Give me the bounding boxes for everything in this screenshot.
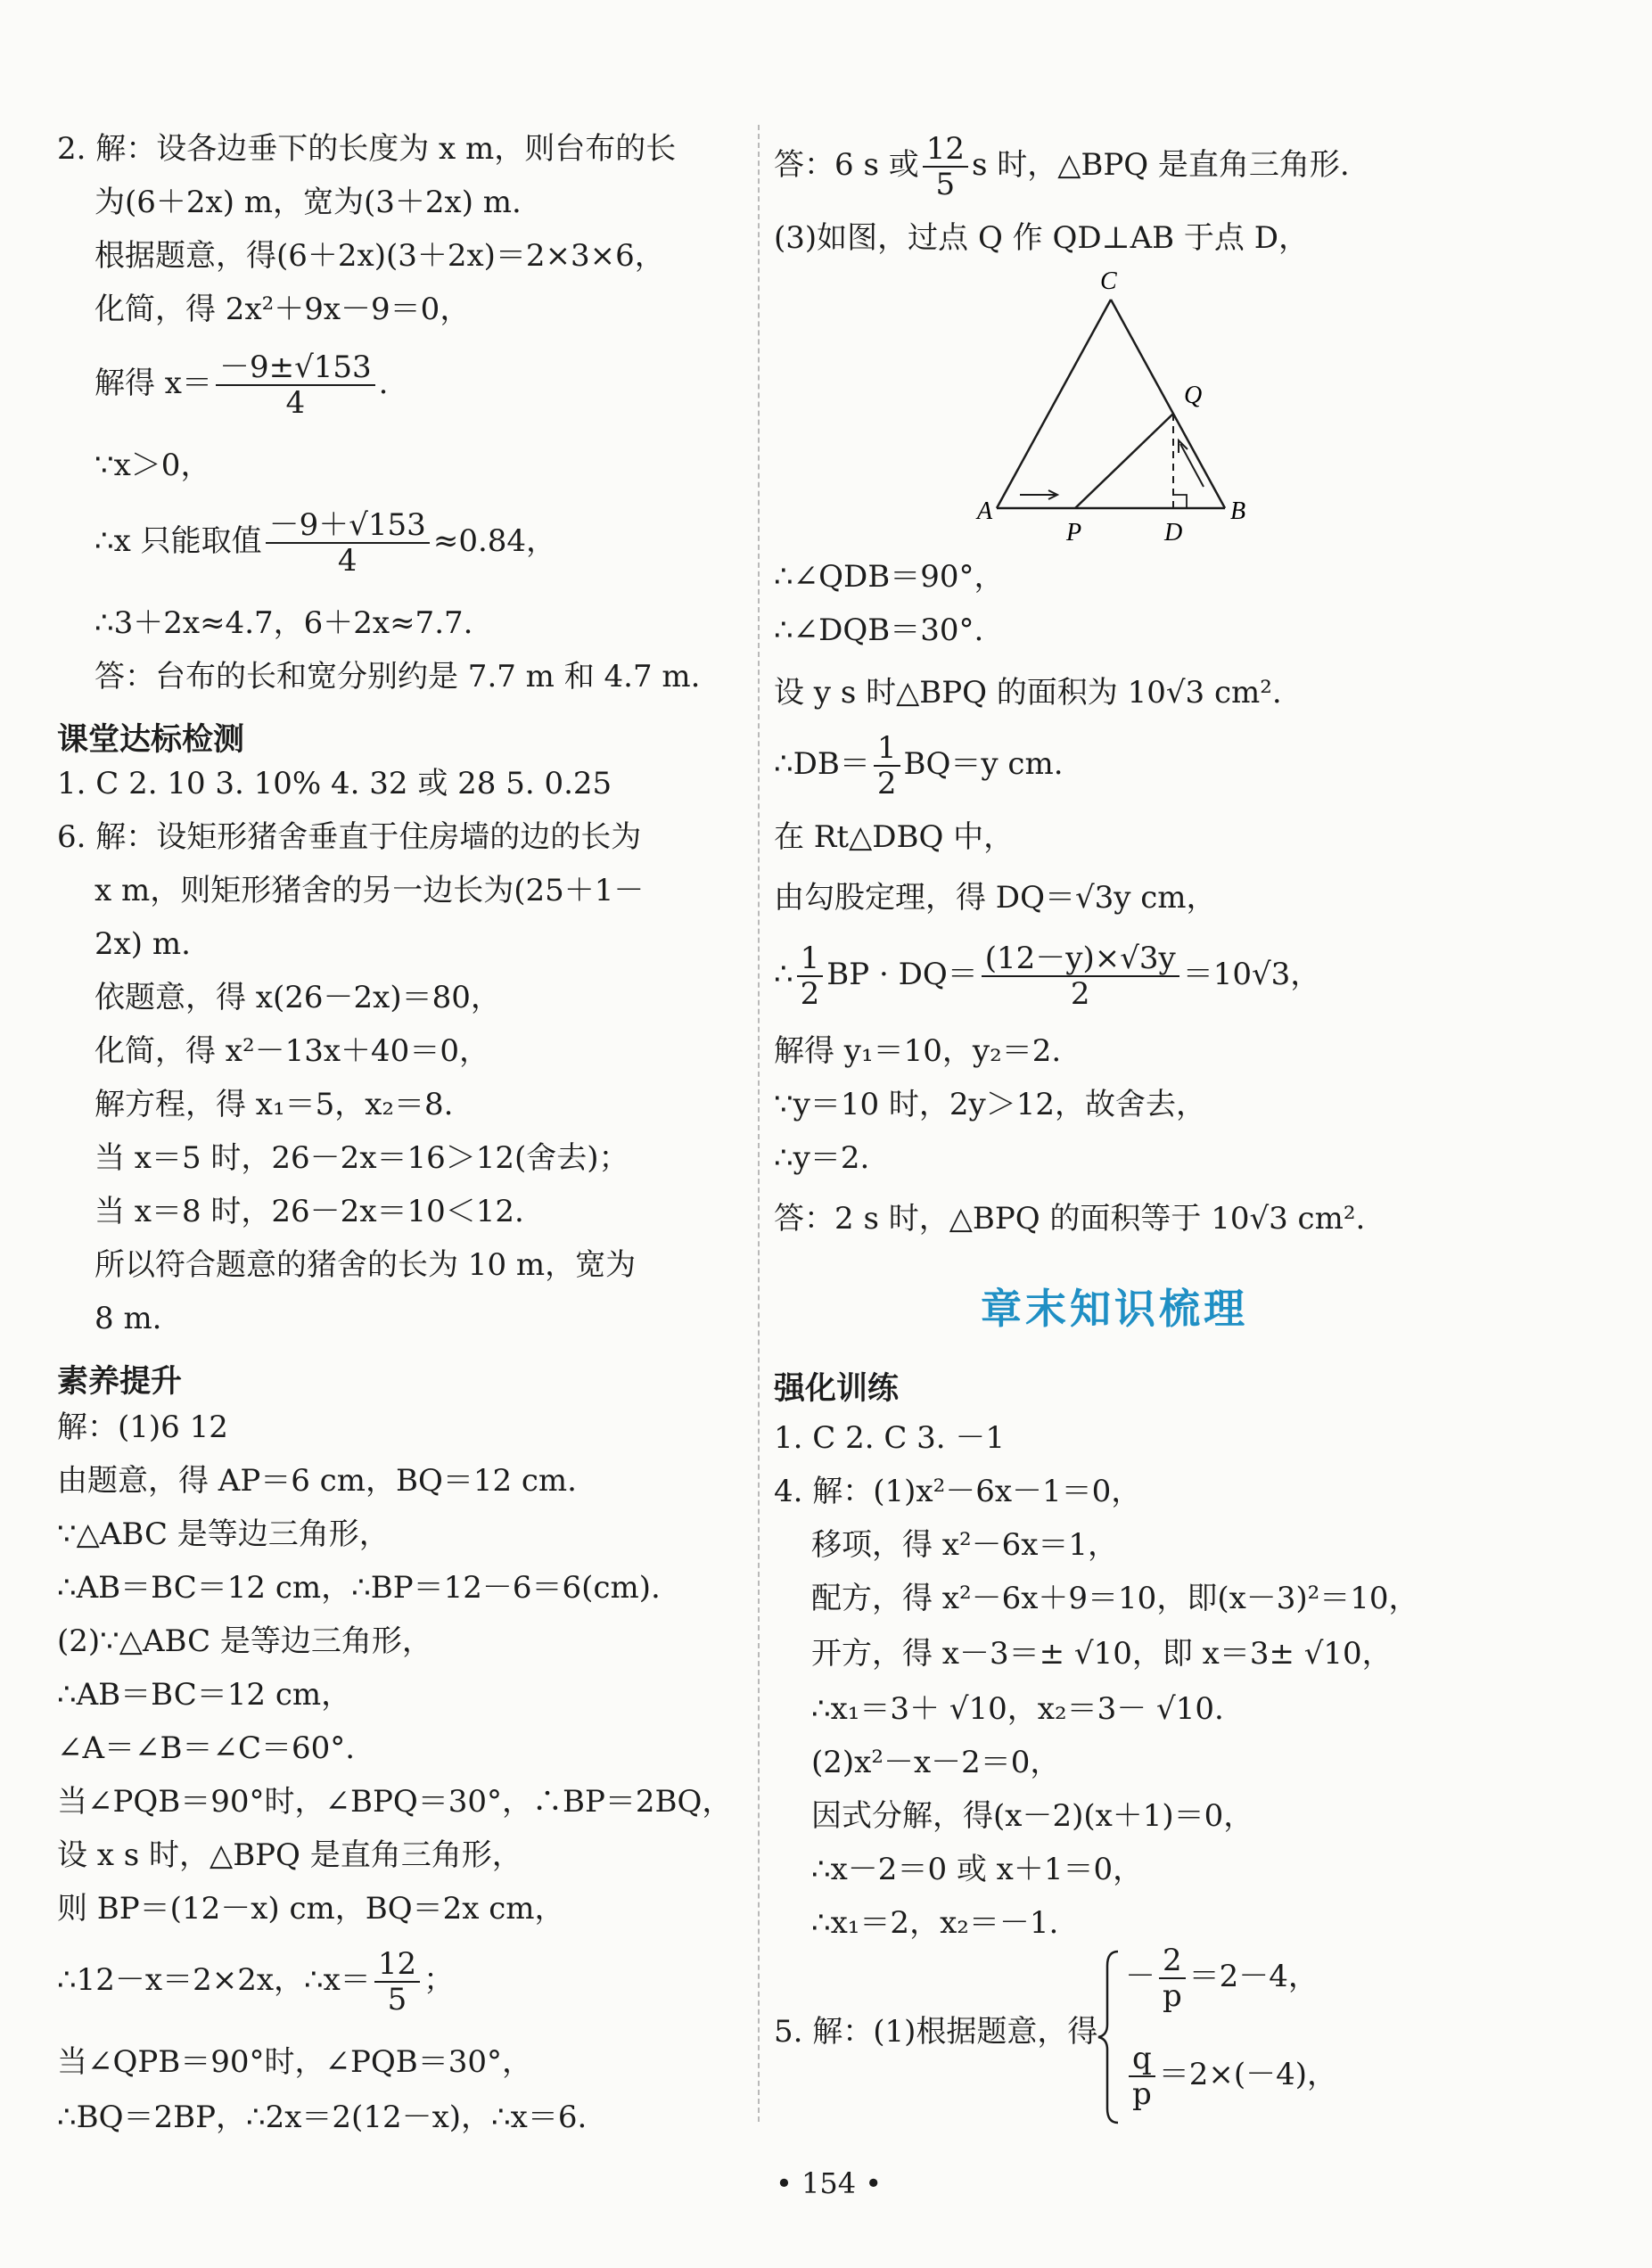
- literacy-line-2: 由题意，得 AP＝6 cm，BQ＝12 cm.: [57, 1463, 577, 1499]
- fraction: $\frac{12}{5}$: [923, 134, 968, 200]
- part-3-line-2: ∴∠DQB＝30°.: [774, 612, 984, 648]
- label-q: Q: [1184, 382, 1203, 409]
- fraction: $\frac{2}{p}$: [1159, 1945, 1186, 2011]
- label-a: A: [977, 497, 993, 525]
- problem-2-root: ∴x 只能取值 $\frac{-9+√153}{4}$ ≈0.84，: [95, 507, 557, 579]
- problem-2-line-3: 根据题意，得(6＋2x)(3＋2x)＝2×3×6，: [95, 238, 665, 274]
- answer-line-1: 答：6 s 或 $\frac{12}{5}$ s 时，△BPQ 是直角三角形.: [774, 131, 1350, 202]
- problem-6-line-3: 2x) m.: [95, 926, 191, 962]
- problem-6-line-5: 化简，得 x²－13x＋40＝0，: [95, 1033, 489, 1069]
- fraction: $\frac{12}{5}$: [374, 1949, 420, 2015]
- part-3-intro: (3)如图，过点 Q 作 QD⊥AB 于点 D，: [774, 220, 1309, 256]
- problem-4-line-8: ∴x－2＝0 或 x＋1＝0，: [811, 1852, 1144, 1887]
- literacy-line-6: ∴AB＝BC＝12 cm，: [57, 1677, 352, 1713]
- problem-6-line-10: 8 m.: [95, 1301, 162, 1336]
- problem-6-line-4: 依题意，得 x(26－2x)＝80，: [95, 980, 501, 1015]
- label-b: B: [1230, 497, 1246, 525]
- problem-4-line-4: 开方，得 x－3＝± √10，即 x＝3± √10，: [811, 1636, 1393, 1672]
- part-3-line-10: ∴y＝2.: [774, 1140, 870, 1176]
- problem-2-line-4: 化简，得 2x²＋9x－9＝0，: [95, 292, 471, 327]
- literacy-line-1: 解：(1)6 12: [57, 1409, 228, 1445]
- problem-2-line-8: ∴3＋2x≈4.7，6＋2x≈7.7.: [95, 605, 473, 641]
- part-3-line-4: ∴DB＝ $\frac{1}{2}$ BQ＝y cm.: [774, 730, 1064, 801]
- literacy-line-3: ∵△ABC 是等边三角形，: [57, 1516, 390, 1552]
- arrow-bq: [1180, 444, 1204, 487]
- problem-6-line-7: 当 x＝5 时，26－2x＝16＞12(舍去)；: [95, 1140, 629, 1176]
- part-3-answer: 答：2 s 时，△BPQ 的面积等于 10√3 cm².: [774, 1201, 1366, 1237]
- literacy-line-10: 则 BP＝(12－x) cm，BQ＝2x cm，: [57, 1891, 565, 1927]
- part-3-line-9: ∵y＝10 时，2y＞12，故舍去，: [774, 1087, 1207, 1122]
- label-d: D: [1164, 519, 1183, 546]
- chapter-title: 章末知识梳理: [981, 1285, 1248, 1333]
- problem-2-line-1: 2. 解：设各边垂下的长度为 x m，则台布的长: [57, 131, 677, 167]
- literacy-line-5: (2)∵△ABC 是等边三角形，: [57, 1623, 432, 1659]
- page-number: • 154 •: [776, 2166, 883, 2200]
- section-heading-training: 强化训练: [774, 1371, 900, 1407]
- side-ac: [997, 300, 1111, 508]
- problem-4-line-3: 配方，得 x²－6x＋9＝10，即(x－3)²＝10，: [811, 1581, 1419, 1616]
- problem-6-line-9: 所以符合题意的猪舍的长为 10 m，宽为: [95, 1247, 637, 1283]
- problem-4-line-6: (2)x²－x－2＝0，: [811, 1745, 1061, 1780]
- problem-6-line-8: 当 x＝8 时，26－2x＝10＜12.: [95, 1194, 524, 1229]
- right-angle-mark: [1173, 495, 1187, 508]
- literacy-line-7: ∠A＝∠B＝∠C＝60°.: [57, 1730, 356, 1766]
- part-3-line-5: 在 Rt△DBQ 中，: [774, 819, 1015, 855]
- part-3-line-3: 设 y s 时△BPQ 的面积为 10√3 cm².: [774, 675, 1282, 711]
- problem-2-line-2: 为(6＋2x) m，宽为(3＋2x) m.: [95, 185, 522, 220]
- problem-5-line-1: 5. 解：(1)根据题意，得: [774, 2014, 1098, 2050]
- training-answers: 1. C 2. C 3. －1: [774, 1420, 1006, 1456]
- fraction: $\frac{1}{2}$: [797, 943, 824, 1009]
- part-3-line-1: ∴∠QDB＝90°，: [774, 559, 1005, 595]
- literacy-line-11: ∴12－x＝2×2x，∴x＝ $\frac{12}{5}$ ；: [57, 1946, 455, 2017]
- problem-6-line-2: x m，则矩形猪舍的另一边长为(25＋1－: [95, 873, 645, 908]
- literacy-line-4: ∴AB＝BC＝12 cm，∴BP＝12－6＝6(cm).: [57, 1570, 661, 1606]
- problem-2-condition: ∵x＞0，: [95, 448, 211, 483]
- equation-system-brace: [1095, 1948, 1122, 2126]
- fraction: $\frac{-9\pm√153}{4}$: [216, 352, 375, 418]
- fraction: $\frac{1}{2}$: [874, 733, 900, 799]
- label-c: C: [1100, 267, 1117, 295]
- section-heading-classroom: 课堂达标检测: [57, 722, 245, 758]
- triangle-figure: [970, 267, 1255, 553]
- system-equation-1: － $\frac{2}{p}$ ＝2－4，: [1125, 1943, 1319, 2014]
- segment-pq: [1075, 414, 1173, 508]
- system-equation-2: $\frac{q}{p}$ ＝2×(－4)，: [1125, 2043, 1337, 2109]
- part-3-line-6: 由勾股定理，得 DQ＝√3y cm，: [774, 880, 1217, 916]
- answers-1-5: 1. C 2. 10 3. 10% 4. 32 或 28 5. 0.25: [57, 766, 612, 801]
- problem-4-line-7: 因式分解，得(x－2)(x＋1)＝0，: [811, 1798, 1254, 1834]
- problem-4-line-2: 移项，得 x²－6x＝1，: [811, 1527, 1119, 1563]
- problem-6-line-1: 6. 解：设矩形猪舍垂直于住房墙的边的长为: [57, 819, 642, 855]
- literacy-line-9: 设 x s 时，△BPQ 是直角三角形，: [57, 1837, 522, 1873]
- fraction: $\frac{-9+√153}{4}$: [266, 510, 430, 576]
- problem-4-line-1: 4. 解：(1)x²－6x－1＝0，: [774, 1474, 1142, 1509]
- column-divider: [758, 125, 760, 2122]
- literacy-line-8: 当∠PQB＝90°时，∠BPQ＝30°，∴BP＝2BQ，: [57, 1784, 733, 1820]
- literacy-line-13: ∴BQ＝2BP，∴2x＝2(12－x)，∴x＝6.: [57, 2100, 588, 2135]
- problem-4-line-9: ∴x₁＝2，x₂＝－1.: [811, 1905, 1059, 1941]
- part-3-line-7: ∴ $\frac{1}{2}$ BP · DQ＝ $\frac{(12-y)\times√3y}{2}$ ＝10√3，: [774, 941, 1321, 1012]
- literacy-line-12: 当∠QPB＝90°时，∠PQB＝30°，: [57, 2044, 532, 2080]
- section-heading-literacy: 素养提升: [57, 1364, 183, 1400]
- fraction: $\frac{(12-y)\times√3y}{2}$: [982, 943, 1179, 1009]
- problem-4-line-5: ∴x₁＝3＋ √10，x₂＝3－ √10.: [811, 1691, 1224, 1727]
- part-3-line-8: 解得 y₁＝10，y₂＝2.: [774, 1033, 1062, 1069]
- fraction: $\frac{q}{p}$: [1129, 2043, 1155, 2109]
- side-cb: [1111, 300, 1225, 508]
- problem-2-answer: 答：台布的长和宽分别约是 7.7 m 和 4.7 m.: [95, 659, 701, 694]
- problem-6-line-6: 解方程，得 x₁＝5，x₂＝8.: [95, 1087, 454, 1122]
- problem-2-solution: 解得 x＝ $\frac{-9\pm√153}{4}$ .: [95, 349, 389, 421]
- label-p: P: [1066, 519, 1082, 546]
